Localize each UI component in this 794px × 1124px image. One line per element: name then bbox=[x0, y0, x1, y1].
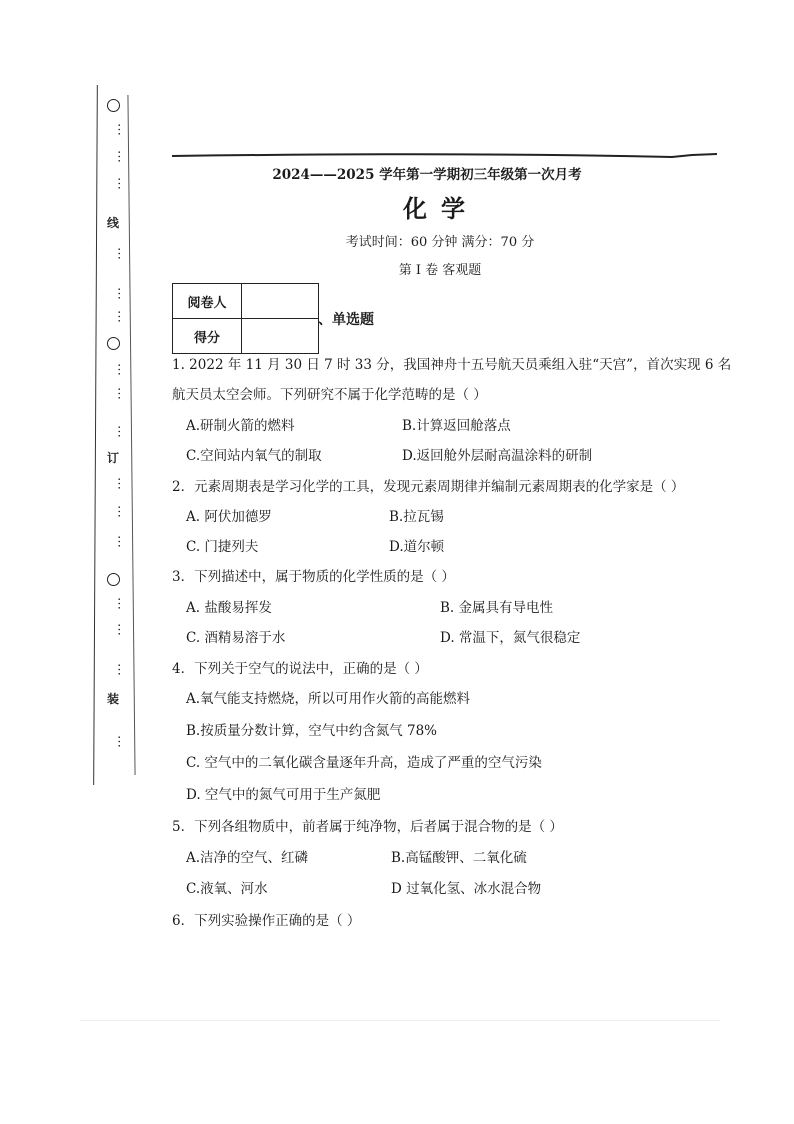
question-1-option-d: D.返回舱外层耐高温涂料的研制 bbox=[402, 448, 593, 464]
question-5-option-d: D 过氧化氢、冰水混合物 bbox=[391, 881, 542, 897]
grader-name-box[interactable] bbox=[242, 284, 319, 319]
grader-label: 阅卷人 bbox=[173, 284, 242, 319]
question-4-stem: 4．下列关于空气的说法中，正确的是（ ） bbox=[172, 661, 428, 677]
question-4-option-d: D. 空气中的氮气可用于生产氮肥 bbox=[186, 787, 381, 803]
question-1-option-b: B.计算返回舱落点 bbox=[402, 418, 511, 434]
binding-char-bind: 订 bbox=[106, 451, 119, 465]
question-2-option-c: C. 门捷列夫 bbox=[186, 539, 259, 555]
question-5-stem: 5．下列各组物质中，前者属于纯净物，后者属于混合物的是（ ） bbox=[172, 819, 563, 835]
question-4-option-a: A.氧气能支持燃烧，所以可用作火箭的高能燃料 bbox=[186, 691, 471, 707]
binding-dots: ⋯ bbox=[111, 310, 126, 323]
binding-dots: ⋯ bbox=[111, 535, 126, 548]
question-3-option-b: B. 金属具有导电性 bbox=[440, 600, 554, 616]
binding-dots: ⋯ bbox=[111, 477, 126, 490]
binding-dots: ⋯ bbox=[111, 425, 126, 438]
question-1-option-c: C.空间站内氧气的制取 bbox=[186, 448, 322, 464]
binding-dots: ⋯ bbox=[111, 387, 126, 400]
question-5-option-b: B.高锰酸钾、二氧化硫 bbox=[391, 850, 527, 866]
binding-dots: ⋯ bbox=[111, 177, 126, 190]
binding-circle bbox=[102, 99, 124, 112]
question-1-line1: 1. 2022 年 11 月 30 日 7 时 33 分，我国神舟十五号航天员乘组入驻“天宫”，首次实现 6 名 bbox=[172, 357, 732, 373]
question-1-option-a: A.研制火箭的燃料 bbox=[186, 418, 295, 434]
question-5-option-c: C.液氧、河水 bbox=[186, 881, 268, 897]
grader-table bbox=[172, 283, 319, 354]
question-6-stem: 6．下列实验操作正确的是（ ） bbox=[172, 913, 361, 929]
question-4-option-c: C. 空气中的二氧化碳含量逐年升高，造成了严重的空气污染 bbox=[186, 755, 542, 771]
question-3-option-c: C. 酒精易溶于水 bbox=[186, 630, 286, 646]
question-2-stem: 2．元素周期表是学习化学的工具，发现元素周期律并编制元素周期表的化学家是（ ） bbox=[172, 479, 685, 495]
header-rule bbox=[172, 152, 717, 160]
binding-dots: ⋯ bbox=[111, 287, 126, 300]
binding-char-line: 线 bbox=[106, 216, 119, 230]
binding-dots: ⋯ bbox=[111, 150, 126, 163]
question-3-stem: 3．下列描述中，属于物质的化学性质的是（ ） bbox=[172, 569, 455, 585]
binding-dots: ⋯ bbox=[111, 623, 126, 636]
binding-circle bbox=[102, 337, 124, 350]
binding-dots: ⋯ bbox=[111, 123, 126, 136]
binding-dots: ⋯ bbox=[111, 735, 126, 748]
question-3-option-d: D. 常温下，氮气很稳定 bbox=[440, 630, 581, 646]
exam-info: 考试时间：60 分钟 满分：70 分 bbox=[345, 235, 535, 250]
score-label: 得分 bbox=[173, 319, 242, 354]
volume-title: 第 I 卷 客观题 bbox=[398, 263, 482, 278]
binding-dots: ⋯ bbox=[111, 663, 126, 676]
binding-char-pack: 装 bbox=[106, 692, 119, 706]
question-2-option-b: B.拉瓦锡 bbox=[389, 509, 444, 525]
question-2-option-d: D.道尔顿 bbox=[389, 539, 445, 555]
score-box[interactable] bbox=[242, 319, 319, 354]
question-4-option-b: B.按质量分数计算，空气中约含氮气 78% bbox=[186, 723, 438, 739]
question-3-option-a: A. 盐酸易挥发 bbox=[186, 600, 272, 616]
subject-title: 化学 bbox=[403, 194, 479, 223]
question-1-line2: 航天员太空会师。下列研究不属于化学范畴的是（ ） bbox=[172, 387, 487, 403]
binding-dots: ⋯ bbox=[111, 597, 126, 610]
exam-title: 2024——2025 学年第一学期初三年级第一次月考 bbox=[272, 167, 582, 183]
page-bottom-edge bbox=[80, 1020, 720, 1021]
question-2-option-a: A. 阿伏加德罗 bbox=[186, 509, 272, 525]
binding-dots: ⋯ bbox=[111, 505, 126, 518]
section-heading: 、单选题 bbox=[318, 312, 374, 328]
question-5-option-a: A.洁净的空气、红磷 bbox=[186, 850, 309, 866]
binding-dots: ⋯ bbox=[111, 247, 126, 260]
binding-dots: ⋯ bbox=[111, 363, 126, 376]
binding-circle bbox=[102, 573, 124, 586]
